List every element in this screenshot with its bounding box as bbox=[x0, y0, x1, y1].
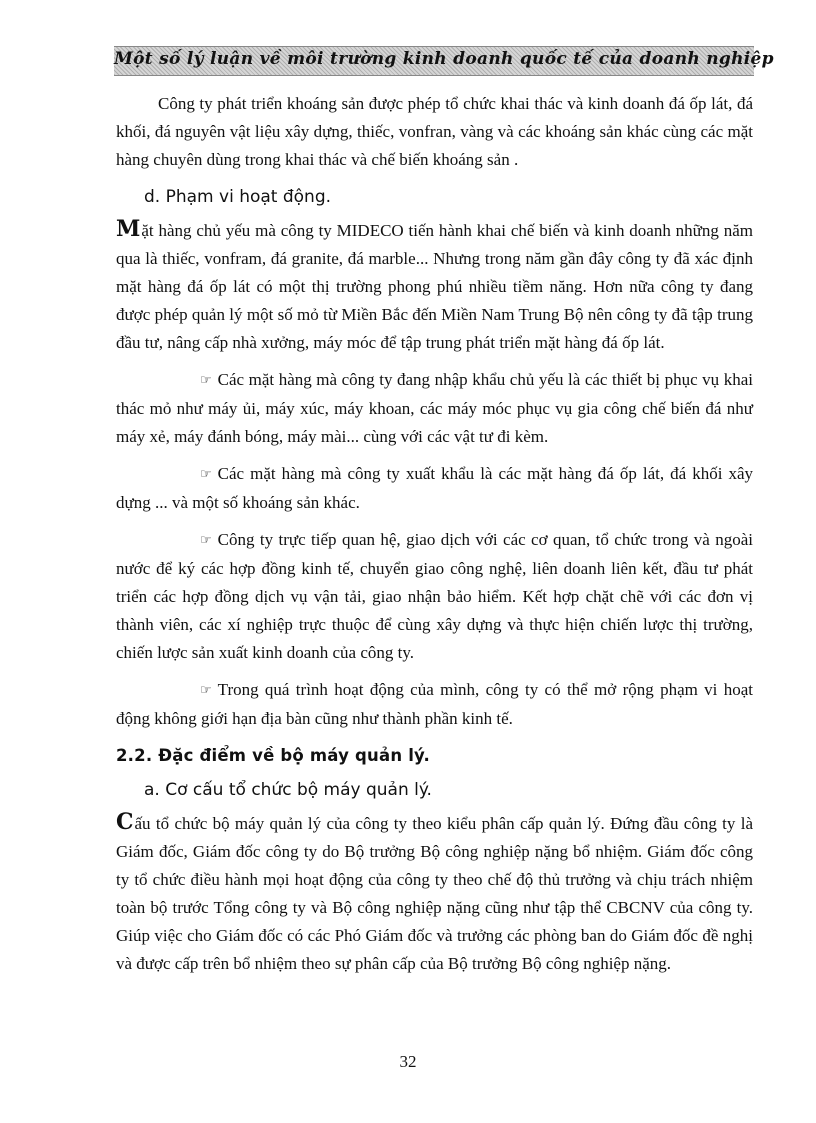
paragraph-scope: Công ty phát triển khoáng sản được phép tổ chức khai thác và kinh doanh đá ốp lát, đá khối, đá nguyên vật liệu xây dựng, thiếc, vonfran, vàng và các khoáng sản khác cùng các mặt hàng chuyên dùng trong khai thác và chế biến khoáng sản . bbox=[116, 94, 753, 169]
heading-a-structure: a. Cơ cấu tổ chức bộ máy quản lý. bbox=[144, 780, 432, 800]
dropcap-c: C bbox=[116, 809, 134, 835]
bullet-exports bbox=[116, 460, 753, 517]
heading-d-scope: d. Phạm vi hoạt động. bbox=[144, 187, 332, 207]
pointing-hand-icon: ☞ bbox=[200, 467, 212, 482]
paragraph-products-text: ặt hàng chủ yếu mà công ty MIDECO tiến hành khai chế biến và kinh doanh những năm qua là thiếc, vonfram, đá granite, đá marble... Nhưng trong năm gần đây công ty đã xác định mặt hàng đá ốp lát có một thị trường phong phú nhiều tiềm năng. Hơn nữa công ty đang được phép quản lý một số mỏ từ Miền Bắc đến Miền Nam Trung Bộ nên công ty đã tập trung đầu tư, nâng cấp nhà xưởng, máy móc để tập trung phát triển mặt hàng đá ốp lát. bbox=[116, 221, 753, 352]
pointing-hand-icon: ☞ bbox=[200, 683, 212, 698]
bullet-imports bbox=[116, 366, 753, 451]
paragraph-structure bbox=[116, 810, 753, 978]
bullet-imports-text: Các mặt hàng mà công ty đang nhập khẩu chủ yếu là các thiết bị phục vụ khai thác mỏ như máy ủi, máy xúc, máy khoan, các máy móc phục vụ gia công chế biến đá như máy xẻ, máy đánh bóng, máy mài... cùng với các vật tư đi kèm. bbox=[116, 370, 753, 446]
bullet-relations-text: Công ty trực tiếp quan hệ, giao dịch với các cơ quan, tổ chức trong và ngoài nước để ký các hợp đồng kinh tế, chuyển giao công nghệ, liên doanh liên kết, đầu tư phát triển các hợp đồng dịch vụ vận tải, giao nhận bảo hiểm. Kết hợp chặt chẽ với các đơn vị thành viên, các xí nghiệp trực thuộc để cùng xây dựng và thực hiện chiến lược thị trường, chiến lược sản xuất kinh doanh của công ty. bbox=[116, 530, 753, 662]
paragraph-structure-text: ấu tổ chức bộ máy quản lý của công ty theo kiểu phân cấp quản lý. Đứng đầu công ty là Giám đốc, Giám đốc công ty do Bộ trưởng Bộ công nghiệp nặng bổ nhiệm. Giám đốc công ty tổ chức điều hành mọi hoạt động của công ty theo chế độ thủ trưởng và chịu trách nhiệm toàn bộ trước Tổng công ty và Bộ công nghiệp nặng cũng như tập thể CBCNV của công ty. Giúp việc cho Giám đốc có các Phó Giám đốc và trưởng các phòng ban do Giám đốc đề nghị và được cấp trên bổ nhiệm theo sự phân cấp của Bộ trưởng Bộ công nghiệp nặng. bbox=[116, 814, 753, 973]
bullet-expansion bbox=[116, 676, 753, 733]
heading-2-2: 2.2. Đặc điểm về bộ máy quản lý. bbox=[116, 746, 430, 765]
dropcap-m: M bbox=[116, 216, 141, 242]
running-header-title: Một số lý luận về môi trường kinh doanh quốc tế của doanh nghiệp bbox=[114, 49, 774, 69]
pointing-hand-icon: ☞ bbox=[200, 533, 212, 548]
page-body bbox=[116, 90, 753, 987]
running-header bbox=[114, 46, 774, 76]
bullet-expansion-text: Trong quá trình hoạt động của mình, công ty có thể mở rộng phạm vi hoạt động không giới hạn địa bàn cũng như thành phần kinh tế. bbox=[116, 680, 753, 728]
page-number: 32 bbox=[399, 1052, 417, 1071]
pointing-hand-icon: ☞ bbox=[200, 373, 212, 388]
paragraph-products bbox=[116, 217, 753, 357]
bullet-exports-text: Các mặt hàng mà công ty xuất khẩu là các mặt hàng đá ốp lát, đá khối xây dựng ... và một số khoáng sản khác. bbox=[116, 464, 753, 512]
bullet-relations bbox=[116, 526, 753, 667]
